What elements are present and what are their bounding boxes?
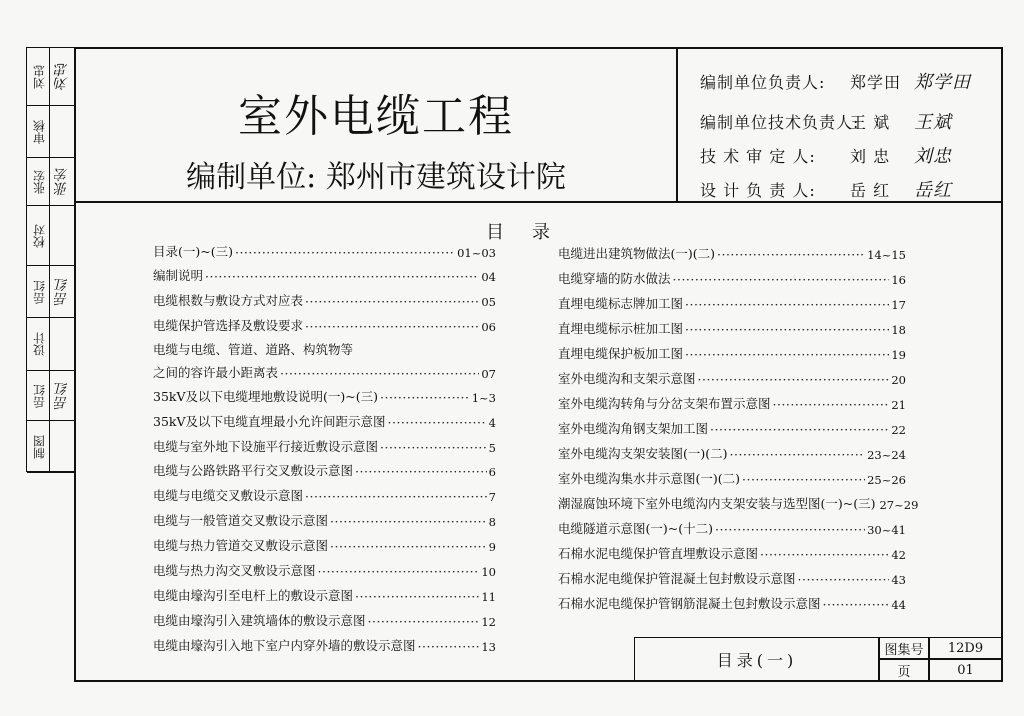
- strip-label: 制图: [32, 435, 47, 459]
- toc-entry-page: 04: [481, 270, 496, 284]
- toc-entry: [558, 569, 906, 587]
- toc-entry-title: 电缆由壕沟引入地下室户内穿外墙的敷设示意图: [153, 638, 416, 653]
- staff-signature: 郑学田: [914, 72, 971, 93]
- toc-entry-page: 8: [488, 515, 496, 529]
- toc-entry: [558, 294, 906, 312]
- toc-entry: [558, 244, 906, 262]
- toc-entry: [153, 340, 496, 358]
- toc-entry-page: 11: [481, 590, 496, 604]
- toc-entry: [153, 437, 496, 455]
- toc-entry-page: 16: [891, 273, 906, 287]
- toc-entry-title: 室外电缆沟角钢支架加工图: [558, 421, 709, 436]
- toc-entry: [558, 319, 906, 337]
- leader-dots: [685, 297, 889, 312]
- toc-entry: [558, 369, 906, 387]
- toc-entry-title: 潮湿腐蚀环境下室外电缆沟内支架安装与选型图(一)~(三): [558, 496, 876, 511]
- page-title: 室外电缆工程: [238, 91, 514, 142]
- leader-dots: [305, 319, 479, 334]
- toc-entry: [153, 536, 496, 554]
- toc-entry: [153, 561, 496, 579]
- leader-dots: [280, 366, 479, 381]
- toc-entry-title: 电缆与电缆交叉敷设示意图: [153, 488, 304, 503]
- toc-entry-title: 电缆保护管选择及敷设要求: [153, 318, 304, 333]
- leader-dots: [380, 440, 487, 455]
- toc-entry: [558, 394, 906, 412]
- toc-entry-page: 06: [481, 320, 496, 334]
- toc-entry-title: 电缆由壕沟引至电杆上的敷设示意图: [153, 588, 354, 603]
- leader-dots: [698, 372, 890, 387]
- toc-entry: [558, 494, 919, 512]
- toc-entry-page: 17: [891, 298, 906, 312]
- toc-entry-page: 21: [891, 398, 906, 412]
- toc-entry-page: 10: [481, 565, 496, 579]
- leader-dots: [205, 269, 479, 284]
- toc-entry-title: 电缆与室外地下设施平行接近敷设示意图: [153, 439, 379, 454]
- toc-entry-page: 01~03: [457, 246, 496, 260]
- toc-entry-page: 43: [891, 573, 906, 587]
- leader-dots: [418, 639, 480, 654]
- toc-entry-page: 1~3: [471, 391, 496, 405]
- leader-dots: [305, 294, 479, 309]
- toc-entry-page: 20: [891, 373, 906, 387]
- toc-entry-title: 室外电缆沟转角与分岔支架布置示意图: [558, 396, 771, 411]
- toc-entry: [558, 519, 906, 537]
- strip-label: 审核: [32, 120, 47, 144]
- toc-entry: [153, 363, 496, 381]
- staff-role: 设 计 负 责 人:: [700, 181, 816, 200]
- strip-label: 校对: [32, 224, 47, 248]
- staff-signature: 刘忠: [914, 146, 952, 167]
- toc-entry-title: 石棉水泥电缆保护管混凝土包封敷设示意图: [558, 571, 796, 586]
- staff-divider: [676, 47, 678, 203]
- staff-role: 编制单位负责人:: [700, 73, 826, 92]
- toc-entry-page: 22: [891, 423, 906, 437]
- toc-entry: [153, 636, 496, 654]
- staff-role: 技 术 审 定 人:: [700, 147, 816, 166]
- toc-entry: [153, 511, 496, 529]
- toc-entry-title: 室外电缆沟集水井示意图(一)(二): [558, 471, 741, 486]
- strip-cell: [27, 158, 74, 206]
- toc-entry-page: 18: [891, 323, 906, 337]
- toc-entry-page: 4: [488, 416, 496, 430]
- toc-entry-title: 35kV及以下电缆埋地敷设说明(一)~(三): [153, 389, 378, 404]
- toc-entry-title: 电缆隧道示意图(一)~(十二): [558, 521, 713, 536]
- toc-entry-title: 电缆与热力沟交叉敷设示意图: [153, 563, 316, 578]
- toc-entry-page: 23~24: [867, 448, 906, 462]
- toc-entry-page: 14~15: [867, 248, 906, 262]
- strip-signature: 张宏: [54, 168, 70, 196]
- toc-entry: [558, 344, 906, 362]
- toc-entry-page: 27~29: [879, 498, 919, 512]
- toc-entry: [153, 611, 496, 629]
- staff-name: 王 斌: [850, 113, 891, 132]
- toc-entry-page: 07: [481, 367, 496, 381]
- leader-dots: [717, 247, 865, 262]
- toc-entry-title: 电缆与公路铁路平行交叉敷设示意图: [153, 463, 354, 478]
- toc-entry-title: 之间的容许最小距离表: [153, 365, 279, 380]
- toc-entry-page: 19: [891, 348, 906, 362]
- leader-dots: [388, 415, 487, 430]
- toc-entry: [153, 242, 496, 260]
- toc-entry: [558, 594, 906, 612]
- staff-name: 岳 红: [850, 181, 891, 200]
- toc-entry: [153, 266, 496, 284]
- leader-dots: [305, 489, 487, 504]
- leader-dots: [798, 572, 890, 587]
- leader-dots: [355, 464, 487, 479]
- toc-entry-page: 5: [488, 441, 496, 455]
- toc-entry: [153, 387, 496, 405]
- leader-dots: [710, 422, 889, 437]
- toc-entry-title: 目录(一)~(三): [153, 244, 233, 259]
- staff-role: 编制单位技术负责人:: [700, 113, 860, 132]
- atlas-number: 12D9: [947, 641, 984, 656]
- leader-dots: [330, 539, 487, 554]
- leader-dots: [773, 397, 890, 412]
- toc-entry: [558, 544, 906, 562]
- toc-entry-page: 7: [488, 490, 496, 504]
- toc-entry: [558, 269, 906, 287]
- leader-dots: [355, 589, 479, 604]
- leader-dots: [823, 597, 890, 612]
- leader-dots: [760, 547, 889, 562]
- strip-cell: [27, 421, 74, 473]
- toc-entry: [558, 444, 906, 462]
- leader-dots: [685, 322, 889, 337]
- toc-entry-title: 电缆穿墙的防水做法: [558, 271, 671, 286]
- staff-row: [700, 142, 952, 168]
- leader-dots: [235, 245, 455, 260]
- strip-label: 设计: [32, 332, 47, 357]
- strip-cell: [27, 106, 74, 158]
- staff-signature: 岳红: [914, 180, 952, 201]
- toc-entry-page: 12: [481, 615, 496, 629]
- toc-entry-page: 30~41: [867, 523, 906, 537]
- title-block: [634, 637, 1003, 682]
- toc-entry-page: 6: [488, 465, 496, 479]
- strip-cell: [27, 318, 74, 371]
- toc-entry: [153, 316, 496, 334]
- atlas-label: 图集号: [884, 643, 924, 658]
- toc-entry-title: 电缆根数与敷设方式对应表: [153, 293, 304, 308]
- toc-entry-page: 42: [891, 548, 906, 562]
- toc-entry-title: 直埋电缆保护板加工图: [558, 346, 684, 361]
- toc-entry-page: 13: [481, 640, 496, 654]
- toc-entry-title: 直埋电缆标志牌加工图: [558, 296, 684, 311]
- strip-signature: 岳红: [54, 382, 70, 410]
- leader-dots: [742, 472, 865, 487]
- leader-dots: [330, 514, 487, 529]
- staff-row: [700, 108, 952, 134]
- toc-entry-title: 室外电缆沟和支架示意图: [558, 371, 696, 386]
- toc-entry: [153, 461, 496, 479]
- toc-entry-title: 电缆进出建筑物做法(一)(二): [558, 246, 716, 261]
- strip-label: 张宏: [32, 170, 47, 194]
- strip-cell: [27, 206, 74, 266]
- compiling-unit: 编制单位: 郑州市建筑设计院: [186, 160, 566, 195]
- strip-label: 岳红: [32, 280, 47, 304]
- staff-signature: 王斌: [914, 112, 952, 133]
- signature-strip: [26, 47, 76, 472]
- toc-entry-page: 44: [891, 598, 906, 612]
- toc-entry: [558, 419, 906, 437]
- toc-entry-title: 电缆与一般管道交叉敷设示意图: [153, 513, 329, 528]
- strip-cell: [27, 371, 74, 421]
- toc-entry-title: 石棉水泥电缆保护管直埋敷设示意图: [558, 546, 759, 561]
- toc-entry-title: 石棉水泥电缆保护管钢筋混凝土包封敷设示意图: [558, 596, 821, 611]
- leader-dots: [715, 522, 865, 537]
- toc-entry: [153, 486, 496, 504]
- toc-entry-title: 35kV及以下电缆直埋最小允许间距示意图: [153, 414, 386, 429]
- staff-name: 郑学田: [850, 73, 902, 92]
- leader-dots: [318, 564, 480, 579]
- drawing-name: 目录(一): [716, 651, 798, 670]
- strip-cell: [27, 48, 74, 106]
- toc-entry-title: 电缆与电缆、管道、道路、构筑物等: [153, 342, 354, 357]
- toc-entry-title: 电缆与热力管道交叉敷设示意图: [153, 538, 329, 553]
- staff-name: 刘 忠: [850, 147, 891, 166]
- strip-signature: 刘忠: [54, 63, 70, 91]
- toc-entry: [153, 586, 496, 604]
- toc-entry-page: 9: [488, 540, 496, 554]
- page-label: 页: [897, 664, 911, 680]
- strip-cell: [27, 266, 74, 318]
- toc-entry-title: 编制说明: [153, 268, 204, 283]
- leader-dots: [673, 272, 890, 287]
- leader-dots: [368, 614, 480, 629]
- page-number: 01: [957, 662, 974, 678]
- toc-entry-title: 电缆由壕沟引入建筑墙体的敷设示意图: [153, 613, 366, 628]
- toc-entry: [153, 291, 496, 309]
- staff-row: [700, 176, 952, 202]
- strip-signature: 岳红: [54, 278, 70, 306]
- toc-entry-page: 25~26: [867, 473, 906, 487]
- toc-entry-title: 室外电缆沟支架安装图(一)(二): [558, 446, 728, 461]
- toc-entry-title: 直埋电缆标示桩加工图: [558, 321, 684, 336]
- toc-heading: 目录: [486, 222, 578, 243]
- leader-dots: [685, 347, 889, 362]
- toc-entry: [558, 469, 906, 487]
- toc-entry-page: 05: [481, 295, 496, 309]
- leader-dots: [380, 390, 470, 405]
- strip-label: 刘忠: [32, 65, 47, 89]
- staff-row: [700, 68, 971, 94]
- toc-entry: [153, 412, 496, 430]
- leader-dots: [730, 447, 866, 462]
- strip-label: 岳红: [32, 384, 47, 408]
